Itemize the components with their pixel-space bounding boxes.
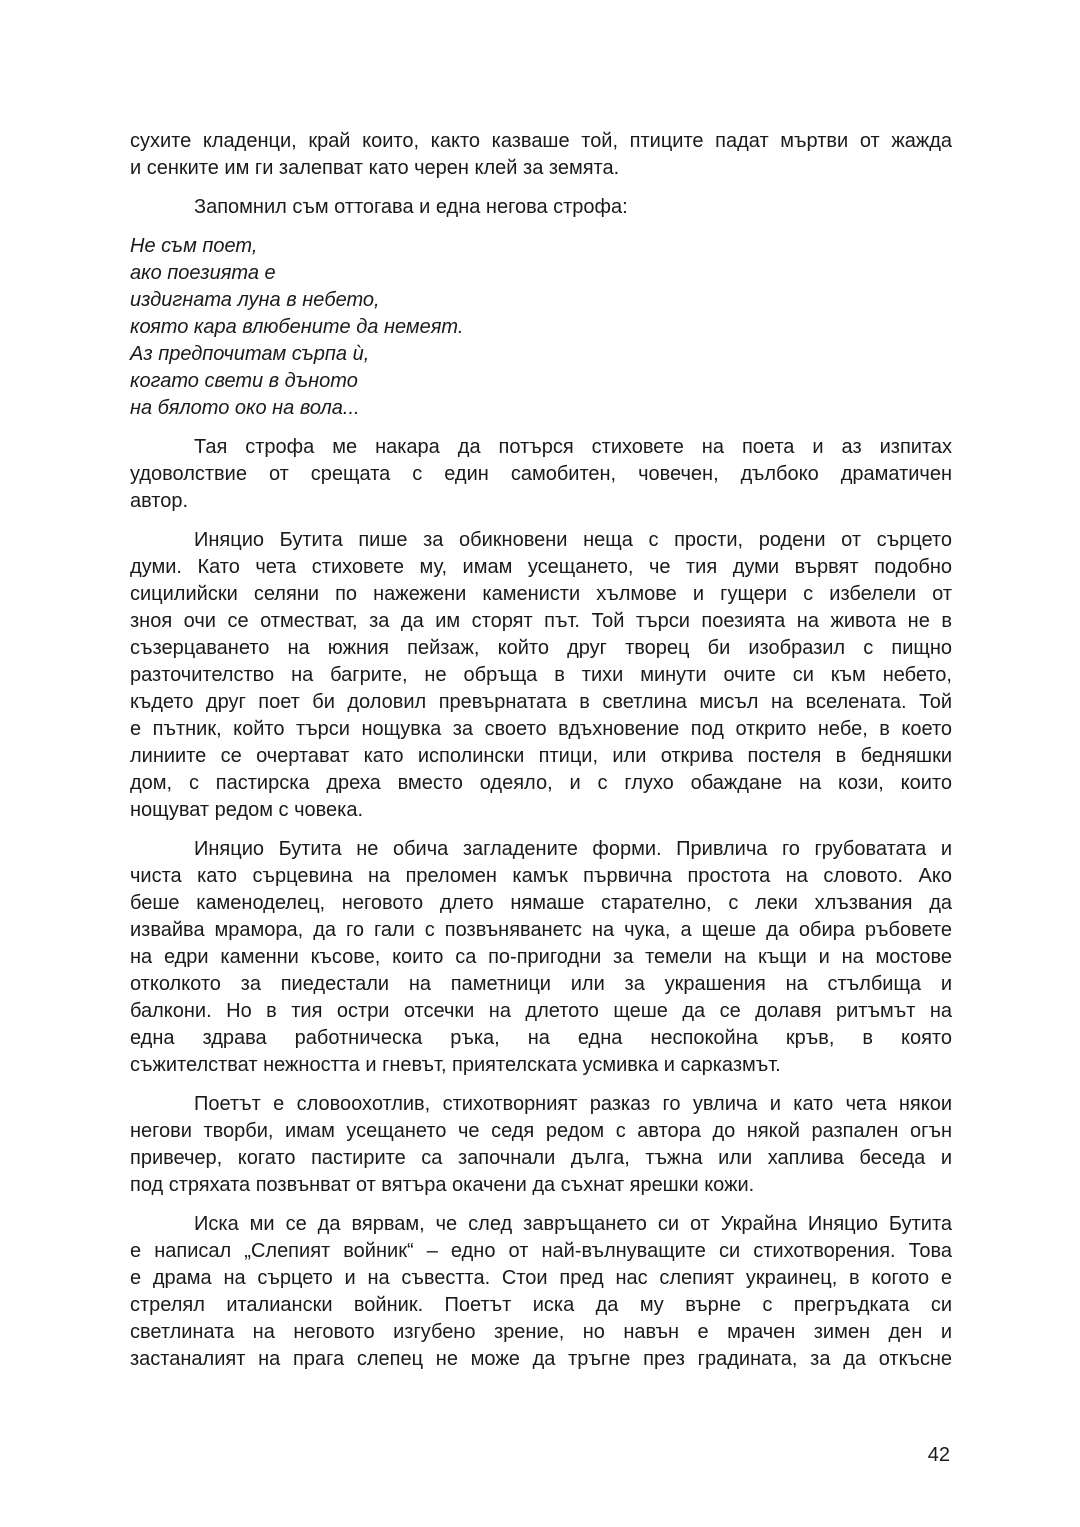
text-line: отколкото за пиедестали на паметници или за украшения на стълбища и [130,973,952,995]
text-line: беше каменоделец, неговото длето нямаше старателно, с леки хлъзвания да [130,892,952,914]
paragraph-forms [130,836,952,1079]
text-line: автор. [130,490,189,512]
text-line: нощуват редом с човека. [130,799,364,821]
text-line: привечер, когато пастирите са започнали дълга, тъжна или хаплива беседа и [130,1147,952,1169]
text-line: Иняцио Бутита пише за обикновени неща с прости, родени от сърцето [194,529,952,551]
verse-stanza [130,233,952,422]
text-line: една здрава работническа ръка, на една неспокойна кръв, в която [130,1027,952,1049]
text-line: съжителстват нежността и гневът, приятелската усмивка и сарказмът. [130,1054,781,1076]
text-line: Иняцио Бутита не обича загладените форми. Привлича го грубоватата и [194,838,952,860]
text-line: чиста като сърцевина на преломен камък първична простота на словото. Ако [130,865,952,887]
text-line: зноя очи се отместват, за да им сторят път. Той търси поезията на живота не в [130,610,952,632]
text-line: Иска ми се да вярвам, че след завръщането си от Украйна Иняцио Бутита [194,1213,952,1235]
text-line: дом, с пастирска дреха вместо одеяло, и с глухо обаждане на кози, които [130,772,952,794]
text-line: Поетът е словоохотлив, стихотворният разказ го увлича и като чета някои [194,1093,952,1115]
page-number: 42 [927,1444,950,1466]
paragraph-strofa [130,434,952,515]
text-line: съзерцаването на южния пейзаж, който друг творец би изобразил с пищно [130,637,952,659]
text-line: под стряхата позвънват от вятъра окачени да съхнат ярешки кожи. [130,1174,755,1196]
verse-line: Не съм поет, [130,235,258,257]
verse-line: Аз предпочитам сърпа ѝ, [130,343,370,365]
page-body [130,128,952,1385]
text-line: извайва мрамора, да го гали с позвъняванетс на чука, а щеше да обира ръбовете [130,919,952,941]
text-line: Запомнил съм оттогава и една негова строфа: [194,196,628,218]
text-line: негови творби, имам усещането че седя редом с автора до някой разпален огън [130,1120,952,1142]
text-line: Тая строфа ме накара да потърся стиховете на поета и аз изпитах [194,436,952,458]
text-line: е написал „Слепият войник“ – едно от най-вълнуващите си стихотворения. Това [130,1240,952,1262]
text-line: на едри каменни късове, които са по-пригодни за темели на къщи и на мостове [130,946,952,968]
verse-line: ако поезията е [130,262,276,284]
text-line: балкони. Но в тия остри отсечки на длетото щеше да се долавя ритъмът на [130,1000,952,1022]
paragraph-blind-soldier [130,1211,952,1373]
verse-line: на бялото око на вола... [130,397,360,419]
paragraph-continuation [130,128,952,182]
paragraph-poet-talkative [130,1091,952,1199]
text-line: е пътник, който търси нощувка за своето вдъхновение под открито небе, в което [130,718,952,740]
paragraph-buttita-writes [130,527,952,824]
paragraph-verse-intro [130,194,952,221]
text-line: застаналият на прага слепец не може да тръгне през градината, за да откъсне [130,1348,952,1370]
text-line: е драма на сърцето и на съвестта. Стои пред нас слепият украинец, в когото е [130,1267,952,1289]
verse-line: издигната луна в небето, [130,289,380,311]
text-line: сухите кладенци, край които, както казваше той, птиците падат мъртви от жажда [130,130,952,152]
text-line: светлината на неговото изгубено зрение, но навън е мрачен зимен ден и [130,1321,952,1343]
text-line: линиите се очертават като исполински птици, или открива постеля в бедняшки [130,745,952,767]
text-line: удоволствие от срещата с един самобитен, човечен, дълбоко драматичен [130,463,952,485]
verse-line: която кара влюбените да немеят. [130,316,464,338]
verse-line: когато свети в дъното [130,370,358,392]
text-line: сицилийски селяни по нажежени каменисти хълмове и гущери с избелели от [130,583,952,605]
text-line: и сенките им ги залепват като черен клей за земята. [130,157,620,179]
text-line: където друг поет би доловил превърнатата в светлина мисъл на вселената. Той [130,691,952,713]
text-line: разточителство на багрите, не обръща в тихи минути очите си към небето, [130,664,952,686]
text-line: стрелял италиански войник. Поетът иска да му върне с прегръдката си [130,1294,952,1316]
text-line: думи. Като чета стиховете му, имам усещането, че тия думи вървят подобно [130,556,952,578]
